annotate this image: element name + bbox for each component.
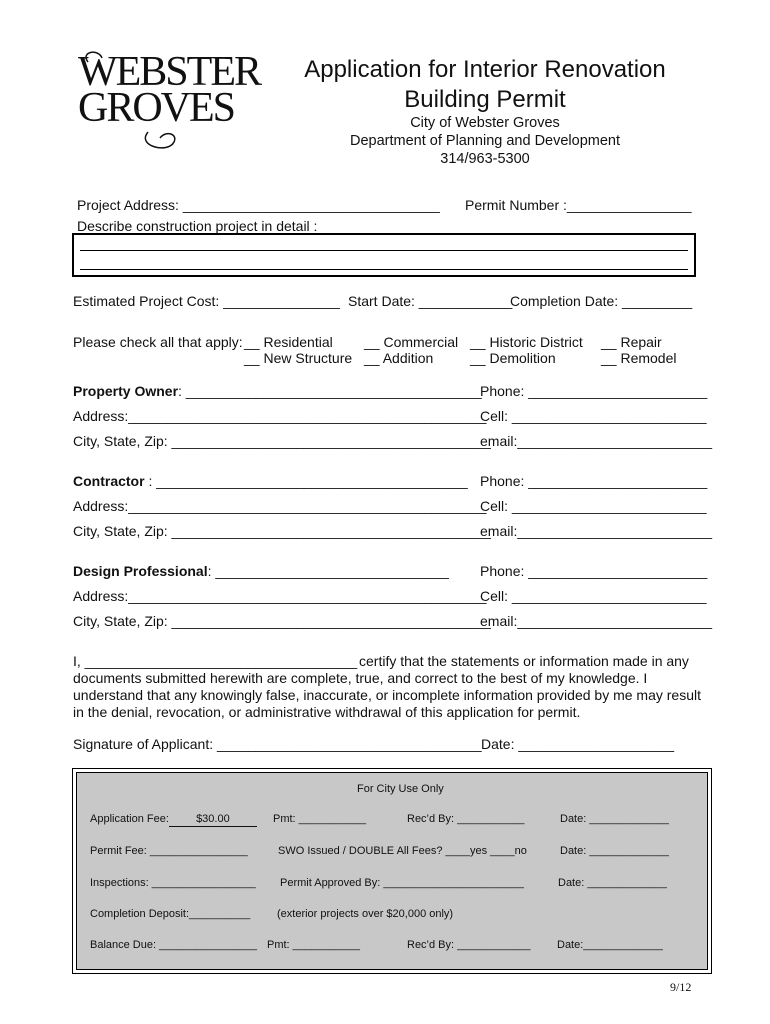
pmt-field-2[interactable]: Pmt: ___________ xyxy=(267,939,360,951)
logo-flourish-icon xyxy=(78,50,228,154)
designer-phone-field[interactable]: Phone: _______________________ xyxy=(480,563,708,579)
describe-project-label: Describe construction project in detail : xyxy=(77,218,318,234)
estimated-cost-field[interactable]: Estimated Project Cost: _______________ xyxy=(73,293,340,309)
contractor-blank: : ________________________________________ xyxy=(144,473,468,489)
property-owner-blank: : ______________________________________ xyxy=(178,383,482,399)
design-professional-blank: : ______________________________ xyxy=(207,563,449,579)
city-use-only-panel xyxy=(76,772,708,970)
start-date-field[interactable]: Start Date: ____________ xyxy=(348,293,513,309)
property-owner-field[interactable] xyxy=(73,383,482,400)
option-remodel[interactable]: __ Remodel xyxy=(601,350,677,366)
owner-phone-field[interactable]: Phone: _______________________ xyxy=(480,383,708,399)
swo-issued-field[interactable]: SWO Issued / DOUBLE All Fees? ____yes ____no xyxy=(278,845,527,857)
completion-date-field[interactable]: Completion Date: _________ xyxy=(510,293,693,309)
owner-email-field[interactable]: email:_________________________ xyxy=(480,433,712,449)
form-subtitle: Building Permit xyxy=(404,86,566,113)
option-residential[interactable]: __ Residential xyxy=(244,334,333,350)
option-historic-district[interactable]: __ Historic District xyxy=(470,334,583,350)
description-line xyxy=(80,250,688,251)
exterior-projects-note: (exterior projects over $20,000 only) xyxy=(277,908,454,920)
option-commercial[interactable]: __ Commercial xyxy=(364,334,459,350)
signature-field[interactable]: Signature of Applicant: __________________________________ xyxy=(73,736,482,752)
certify-text-line3: understand that any knowingly false, inaccurate, or incomplete information provided by me may result xyxy=(73,687,701,703)
balance-due-field[interactable]: Balance Due: ________________ xyxy=(90,939,257,951)
owner-city-state-zip-field[interactable]: City, State, Zip: _________________________________________ xyxy=(73,433,491,449)
option-new-structure[interactable]: __ New Structure xyxy=(244,350,353,366)
page-number: 9/12 xyxy=(670,980,692,994)
certify-name-field[interactable]: I, ___________________________________ xyxy=(73,653,358,669)
designer-cell-field[interactable]: Cell: _________________________ xyxy=(480,588,707,604)
inspections-field[interactable]: Inspections: _________________ xyxy=(90,877,256,889)
owner-cell-field[interactable]: Cell: _________________________ xyxy=(480,408,707,424)
option-demolition[interactable]: __ Demolition xyxy=(470,350,556,366)
application-fee-field[interactable] xyxy=(90,813,257,827)
date-field-3[interactable]: Date: _____________ xyxy=(558,877,667,889)
design-professional-field[interactable] xyxy=(73,563,449,580)
project-description-box[interactable] xyxy=(72,233,696,277)
date-field-4[interactable]: Date:_____________ xyxy=(557,939,663,951)
recd-by-field-2[interactable]: Rec’d By: ____________ xyxy=(407,939,531,951)
certify-text-line4: in the denial, revocation, or administrative withdrawal of this application for permit. xyxy=(73,704,581,720)
city-name: City of Webster Groves xyxy=(410,115,560,131)
recd-by-field-1[interactable]: Rec’d By: ___________ xyxy=(407,813,525,825)
signature-date-field[interactable]: Date: ____________________ xyxy=(481,736,675,752)
pmt-field-1[interactable]: Pmt: ___________ xyxy=(273,813,366,825)
contractor-phone-field[interactable]: Phone: _______________________ xyxy=(480,473,708,489)
property-owner-label: Property Owner xyxy=(73,383,179,399)
designer-city-state-zip-field[interactable]: City, State, Zip: _________________________________________ xyxy=(73,613,491,629)
city-use-only-box xyxy=(72,768,712,974)
contractor-city-state-zip-field[interactable]: City, State, Zip: _________________________________________ xyxy=(73,523,491,539)
date-field-1[interactable]: Date: _____________ xyxy=(560,813,669,825)
owner-address-field[interactable]: Address:______________________________________________ xyxy=(73,408,487,424)
application-fee-value: $30.00 xyxy=(169,813,257,827)
description-line xyxy=(80,269,688,270)
logo-line1: WEBSTER xyxy=(78,49,260,95)
option-addition[interactable]: __ Addition xyxy=(364,350,434,366)
form-title: Application for Interior Renovation xyxy=(304,56,666,83)
permit-number-field[interactable]: Permit Number :________________ xyxy=(465,197,692,213)
date-field-2[interactable]: Date: _____________ xyxy=(560,845,669,857)
contractor-email-field[interactable]: email:_________________________ xyxy=(480,523,712,539)
certify-text-line2: documents submitted herewith are complete, true, and correct to the best of my knowledge. I xyxy=(73,670,648,686)
option-repair[interactable]: __ Repair xyxy=(601,334,662,350)
project-address-field[interactable]: Project Address: _________________________________ xyxy=(77,197,440,213)
designer-address-field[interactable]: Address:______________________________________________ xyxy=(73,588,487,604)
permit-fee-field[interactable]: Permit Fee: ________________ xyxy=(90,845,248,857)
city-use-heading: For City Use Only xyxy=(357,783,444,795)
contractor-cell-field[interactable]: Cell: _________________________ xyxy=(480,498,707,514)
contractor-address-field[interactable]: Address:______________________________________________ xyxy=(73,498,487,514)
application-fee-label: Application Fee: xyxy=(90,813,169,825)
department-phone: 314/963-5300 xyxy=(440,151,530,167)
check-all-label: Please check all that apply: xyxy=(73,334,243,350)
contractor-label: Contractor xyxy=(73,473,145,489)
permit-approved-field[interactable]: Permit Approved By: _______________________ xyxy=(280,877,525,889)
logo-line2: GROVES xyxy=(78,85,235,131)
webster-groves-logo xyxy=(78,49,260,150)
certify-text-line1: certify that the statements or information made in any xyxy=(359,653,689,669)
contractor-field[interactable] xyxy=(73,473,468,490)
completion-deposit-field[interactable]: Completion Deposit:__________ xyxy=(90,908,251,920)
designer-email-field[interactable]: email:_________________________ xyxy=(480,613,712,629)
department-name: Department of Planning and Development xyxy=(349,133,621,149)
design-professional-label: Design Professional xyxy=(73,563,208,579)
